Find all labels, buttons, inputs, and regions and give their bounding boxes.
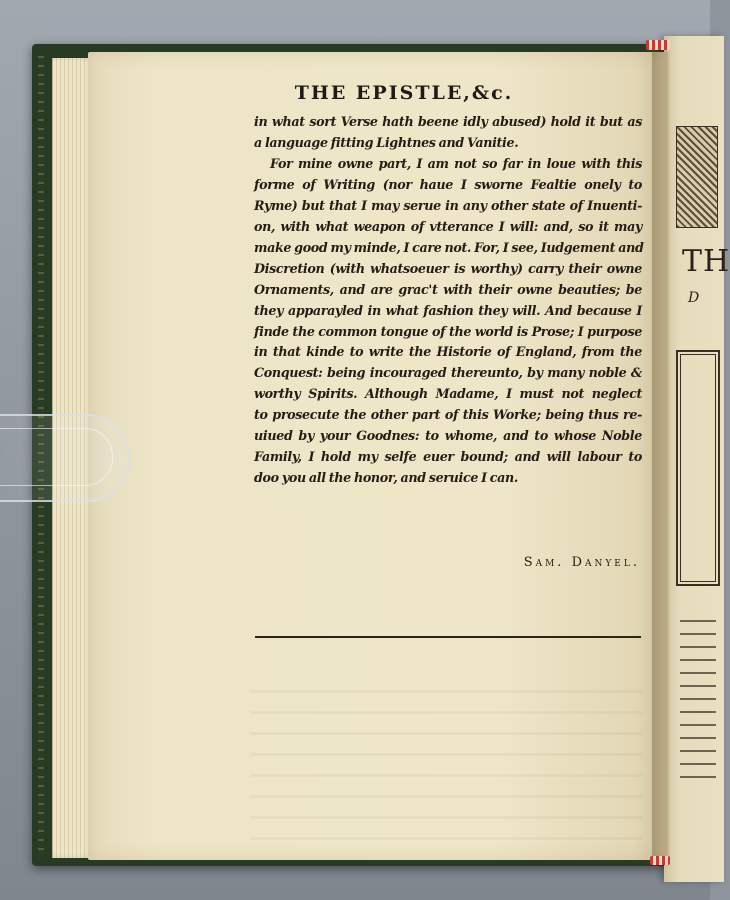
tailband (650, 856, 670, 865)
text-line: Family, I hold my selfe euer bound; and will labour to (254, 449, 642, 465)
text-line: finde the common tongue of the world is Prose; I purpose (254, 323, 642, 339)
text-line: Conquest: being incouraged thereunto, by many noble & (254, 365, 642, 381)
epistle-text (254, 112, 642, 489)
page-gutter-shadow (652, 46, 670, 866)
facing-page-woodcut-ornament (676, 126, 718, 228)
text-line: For mine owne part, I am not so far in loue with this (270, 155, 642, 171)
horizontal-rule (255, 636, 641, 638)
text-line: worthy Spirits. Although Madame, I must not neglect (254, 386, 642, 402)
text-line: a language fitting Lightnes and Vanitie. (254, 134, 519, 150)
headband (646, 40, 670, 50)
facing-page-subtitle-fragment: D (688, 290, 700, 306)
text-line: uiued by your Goodnes: to whome, and to whose Noble (254, 428, 642, 444)
running-head: THE EPISTLE,&c. (294, 82, 514, 104)
facing-page-text-lines (680, 620, 716, 780)
text-line: forme of Writing (nor haue I sworne Fealtie onely to (254, 176, 642, 192)
text-line: to prosecute the other part of this Worke; being thus re- (254, 407, 642, 423)
facing-page-title-fragment: TH (682, 244, 730, 279)
signature: Sam. Danyel. (523, 555, 640, 570)
text-line: Ryme) but that I may serue in any other state of Inuenti- (254, 197, 642, 213)
text-line: Ornaments, and are grac't with their owne beauties; be (254, 281, 642, 297)
ink-showthrough (250, 690, 642, 840)
text-line: they apparayled in what fashion they will. And because I (254, 302, 642, 318)
text-line: make good my minde, I care not. For, I see, Iudgement and (254, 239, 644, 255)
text-line: in that kinde to write the Historie of England, from the (254, 344, 642, 360)
page-holding-band (0, 414, 130, 502)
text-line: on, with what weapon of vtterance I will: and, so it may (254, 218, 642, 234)
text-line: Discretion (with whatsoeuer is worthy) carry their owne (254, 260, 642, 276)
text-line: doo you all the honor, and seruice I can. (254, 470, 518, 486)
facing-page-bordered-box (676, 350, 720, 586)
text-line: in what sort Verse hath beene idly abused) hold it but as (254, 114, 642, 129)
